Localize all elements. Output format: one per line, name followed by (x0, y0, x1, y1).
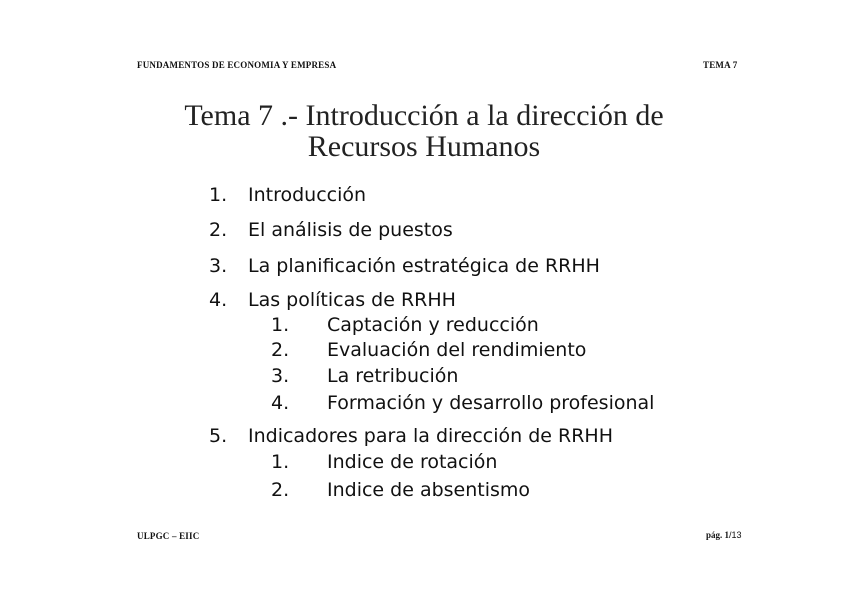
outline-item-number: 2. (209, 219, 228, 241)
footer-page-total: /13 (729, 530, 742, 540)
outline-subitem-text: Indice de absentismo (327, 479, 531, 501)
outline-subitem-number: 2. (271, 479, 290, 501)
outline-item-text: La planificación estratégica de RRHH (248, 255, 600, 277)
outline-subitem-4-3 (271, 364, 458, 388)
outline-subitem-text: La retribución (327, 365, 459, 387)
outline-item-4 (209, 288, 456, 312)
outline-item-3 (209, 254, 600, 278)
footer-page-number (706, 530, 742, 540)
outline-subitem-number: 1. (271, 314, 290, 336)
outline-item-number: 3. (209, 255, 228, 277)
header-course-title: FUNDAMENTOS DE ECONOMIA Y EMPRESA (137, 60, 337, 70)
outline-subitem-number: 3. (271, 365, 290, 387)
outline-item-number: 1. (209, 184, 228, 206)
outline-item-5 (209, 424, 613, 448)
outline-item-1 (209, 183, 366, 207)
footer-page-label: pág. 1 (706, 530, 730, 540)
page-title-line-1: Tema 7 .- Introducción a la dirección de (184, 99, 664, 132)
header-topic-number: TEMA 7 (703, 60, 738, 70)
outline-subitem-number: 1. (271, 451, 290, 473)
outline-item-2 (209, 218, 453, 242)
outline-subitem-text: Indice de rotación (327, 451, 498, 473)
outline-subitem-text: Captación y reducción (327, 314, 539, 336)
outline-item-text: El análisis de puestos (248, 219, 453, 241)
outline-item-text: Indicadores para la dirección de RRHH (248, 425, 614, 447)
outline-item-number: 5. (209, 425, 228, 447)
footer-institution: ULPGC – EIIC (137, 531, 200, 541)
outline-subitem-5-1 (271, 450, 497, 474)
outline-subitem-4-2 (271, 338, 586, 362)
outline-subitem-number: 2. (271, 339, 290, 361)
outline-subitem-5-2 (271, 478, 530, 502)
page-title-line-2: Recursos Humanos (307, 130, 541, 163)
outline-subitem-number: 4. (271, 392, 290, 414)
outline-subitem-text: Evaluación del rendimiento (327, 339, 587, 361)
outline-item-text: Las políticas de RRHH (248, 289, 456, 311)
outline-item-text: Introducción (248, 184, 367, 206)
outline-subitem-4-1 (271, 313, 539, 337)
outline-item-number: 4. (209, 289, 228, 311)
outline-subitem-text: Formación y desarrollo profesional (327, 392, 655, 414)
outline-subitem-4-4 (271, 391, 654, 415)
